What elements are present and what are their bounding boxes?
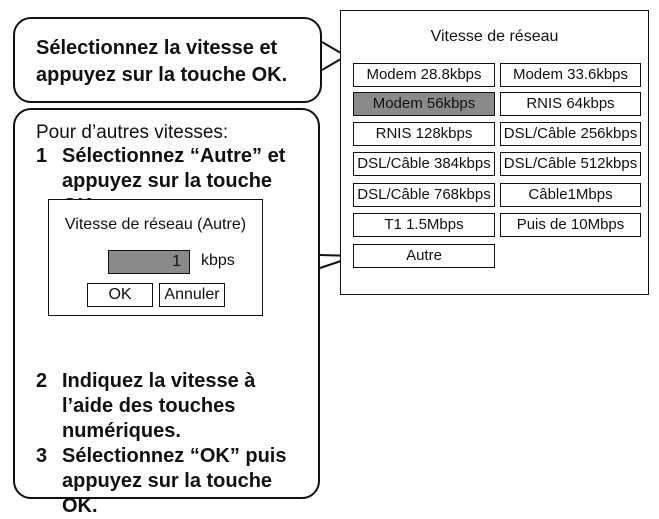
- callout-line-1: Sélectionnez la vitesse et: [36, 37, 278, 59]
- step-text: Indiquez la vitesse à l’aide des touches numériques.: [62, 370, 256, 442]
- step-text: Sélectionnez “Autre” et appuyez sur la touche: [62, 145, 286, 192]
- option-t1-1-5[interactable]: T1 1.5Mbps: [353, 213, 495, 237]
- option-rnis-128[interactable]: RNIS 128kbps: [353, 122, 495, 146]
- step-number: 1: [36, 145, 48, 167]
- step-number: 2: [36, 370, 48, 392]
- option-modem-28-8[interactable]: Modem 28.8kbps: [353, 63, 495, 87]
- step-number: 3: [36, 445, 48, 467]
- option-cable-1m[interactable]: Câble1Mbps: [500, 183, 641, 207]
- option-rnis-64[interactable]: RNIS 64kbps: [500, 92, 641, 116]
- option-10m[interactable]: Puis de 10Mbps: [500, 213, 641, 237]
- network-speed-menu: [340, 10, 649, 295]
- dialog-title: Vitesse de réseau (Autre): [64, 216, 247, 233]
- instruction-step-3: [36, 444, 318, 519]
- option-dsl-256[interactable]: DSL/Câble 256kbps: [500, 122, 641, 146]
- option-modem-33-6[interactable]: Modem 33.6kbps: [500, 63, 641, 87]
- select-speed-callout: [13, 17, 322, 103]
- cancel-button[interactable]: Annuler: [159, 283, 225, 307]
- option-dsl-768[interactable]: DSL/Câble 768kbps: [353, 183, 495, 207]
- speed-unit-label: kbps: [201, 252, 235, 269]
- other-speed-dialog: [48, 199, 263, 316]
- ok-button[interactable]: OK: [87, 283, 153, 307]
- callout-line-2: appuyez sur la touche OK.: [36, 64, 288, 86]
- menu-title: Vitesse de réseau: [430, 28, 559, 45]
- instructions-intro: Pour d’autres vitesses:: [36, 122, 229, 143]
- instruction-step-2: [36, 369, 318, 444]
- option-dsl-512[interactable]: DSL/Câble 512kbps: [500, 152, 641, 176]
- option-modem-56[interactable]: Modem 56kbps: [353, 92, 495, 116]
- speed-value-field[interactable]: 1: [108, 250, 190, 274]
- option-dsl-384[interactable]: DSL/Câble 384kbps: [353, 152, 495, 176]
- step-text: Sélectionnez “OK” puis appuyez sur la touche OK.: [62, 445, 287, 517]
- option-autre[interactable]: Autre: [353, 244, 495, 268]
